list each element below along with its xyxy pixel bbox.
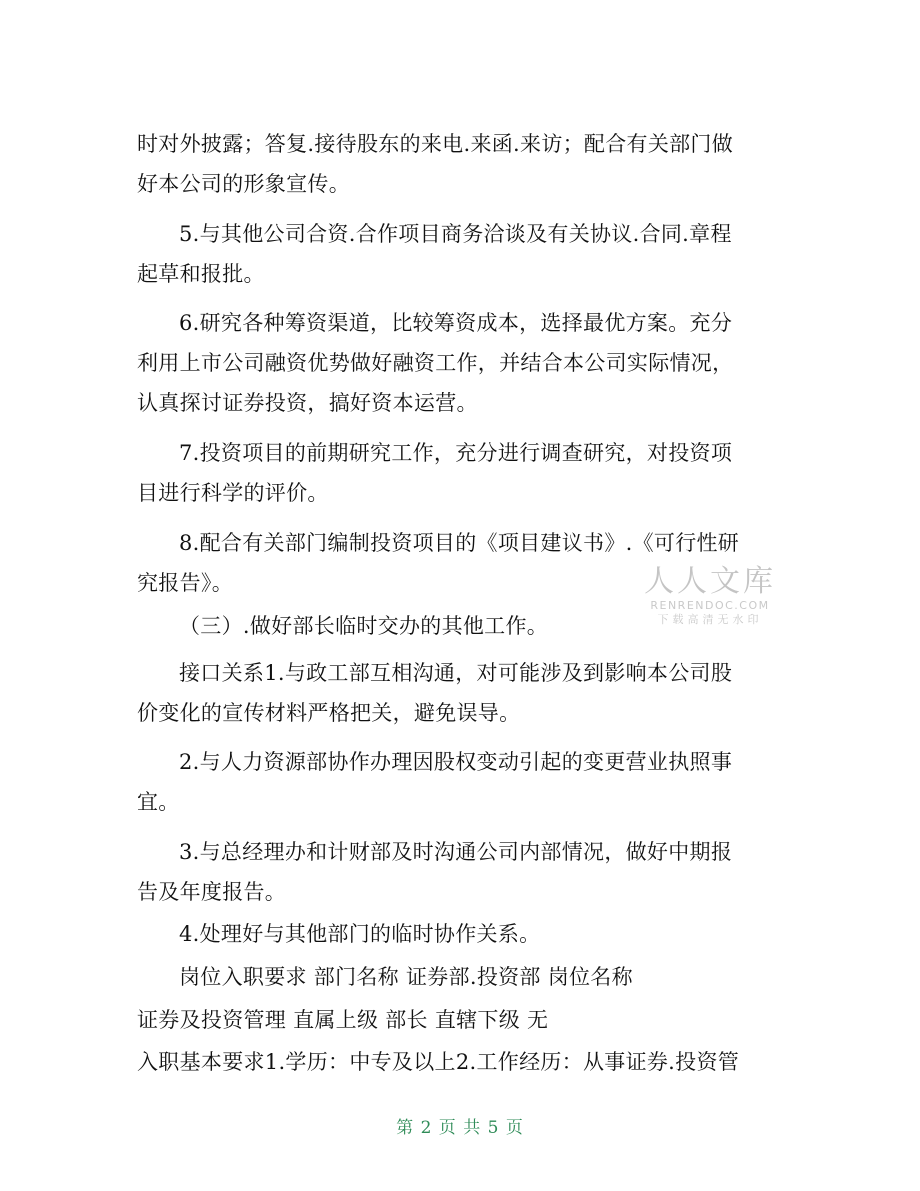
text-line-7: 认真探讨证券投资，搞好资本运营。: [137, 391, 478, 415]
text-line-12: （三）.做好部长临时交办的其他工作。: [179, 614, 549, 638]
text-line-15: 2.与人力资源部协作办理因股权变动引起的变更营业执照事: [179, 750, 733, 774]
text-line-11: 究报告》。: [137, 571, 233, 595]
page-number-footer: 第 2 页 共 5 页: [396, 1118, 524, 1138]
text-line-16: 宜。: [137, 790, 180, 814]
text-line-19: 4.处理好与其他部门的临时协作关系。: [179, 922, 541, 946]
text-line-4: 起草和报批。: [137, 262, 265, 286]
text-line-22: 入职基本要求1.学历：中专及以上2.工作经历：从事证券.投资管: [137, 1050, 740, 1074]
text-line-1: 时对外披露；答复.接待股东的来电.来函.来访；配合有关部门做: [137, 132, 734, 156]
text-line-17: 3.与总经理办和计财部及时沟通公司内部情况，做好中期报: [179, 840, 733, 864]
text-line-5: 6.研究各种筹资渠道，比较筹资成本，选择最优方案。充分: [179, 311, 733, 335]
text-line-21: 证券及投资管理 直属上级 部长 直辖下级 无: [137, 1008, 549, 1032]
text-line-14: 价变化的宣传材料严格把关，避免误导。: [137, 701, 521, 725]
watermark-domain: RENRENDOC.COM: [650, 599, 770, 612]
text-line-3: 5.与其他公司合资.合作项目商务洽谈及有关协议.合同.章程: [179, 222, 732, 246]
text-line-10: 8.配合有关部门编制投资项目的《项目建议书》.《可行性研: [179, 531, 740, 555]
text-line-20: 岗位入职要求 部门名称 证券部.投资部 岗位名称: [179, 965, 633, 989]
text-line-18: 告及年度报告。: [137, 880, 287, 904]
text-line-9: 目进行科学的评价。: [137, 481, 329, 505]
text-line-6: 利用上市公司融资优势做好融资工作，并结合本公司实际情况，: [137, 351, 734, 375]
renrendoc-watermark: [640, 565, 780, 627]
text-line-13: 接口关系1.与政工部互相沟通，对可能涉及到影响本公司股: [179, 661, 733, 685]
text-line-8: 7.投资项目的前期研究工作，充分进行调查研究，对投资项: [179, 441, 733, 465]
watermark-slogan: 下载高清无水印: [657, 613, 763, 626]
text-line-2: 好本公司的形象宣传。: [137, 172, 350, 196]
watermark-title: 人人文库: [644, 564, 776, 599]
